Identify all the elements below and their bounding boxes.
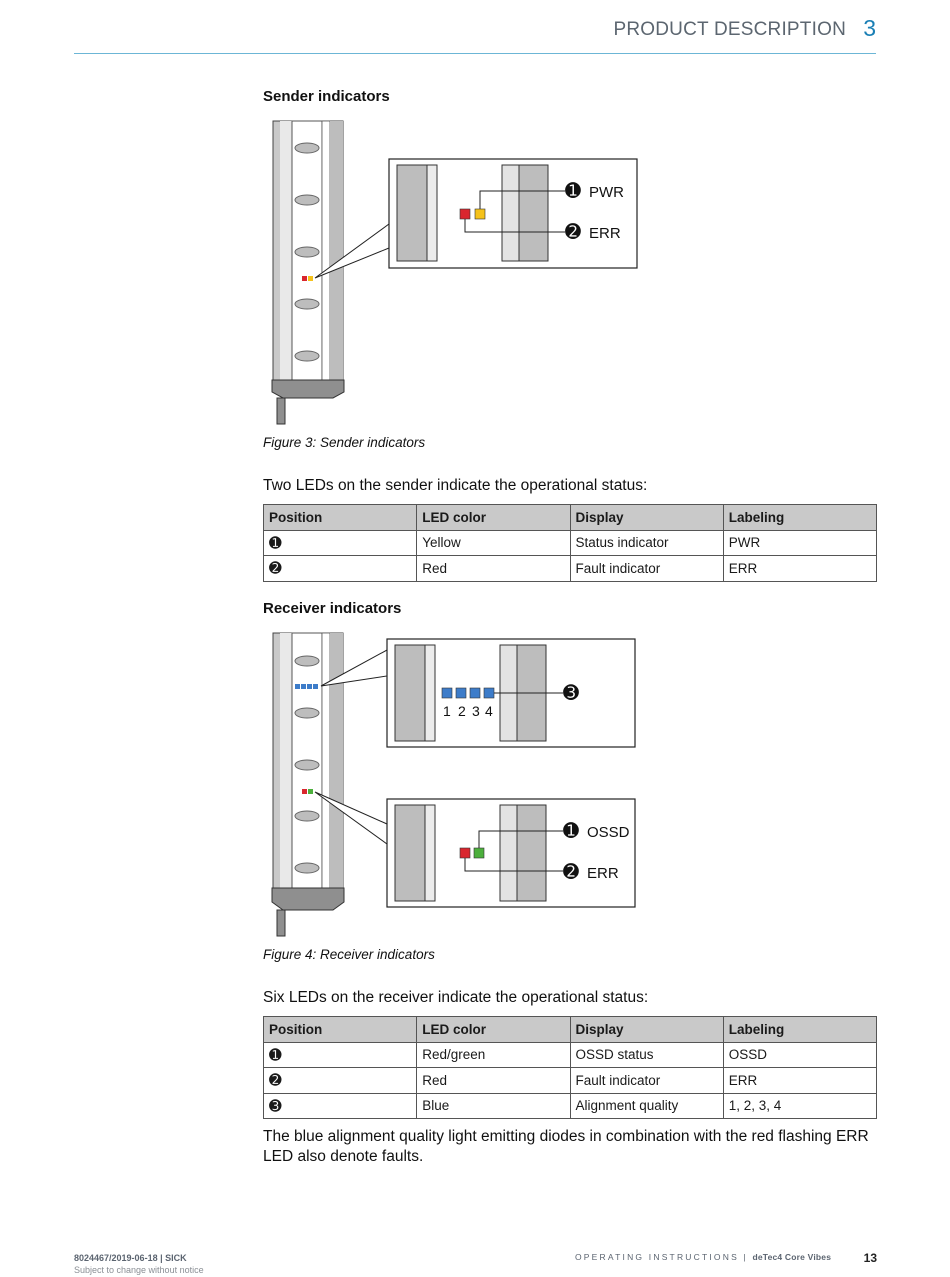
receiver-indicators-figure [263, 628, 643, 940]
table-row [264, 530, 877, 556]
callout-2-marker: ➋ [563, 861, 579, 883]
receiver-ossd-zoom-box [387, 799, 635, 907]
cell-display: Status indicator [570, 530, 723, 556]
callout-pwr-label: PWR [589, 184, 624, 201]
col-labeling: Labeling [723, 505, 876, 531]
sender-err-led-small [302, 276, 307, 281]
blue-led-2 [456, 688, 466, 698]
blue-led-number-4: 4 [485, 703, 493, 719]
callout-1-marker: ➊ [563, 820, 579, 842]
subject-note: Subject to change without notice [74, 1265, 204, 1275]
receiver-alignment-zoom-box [387, 639, 635, 747]
sender-pwr-led [475, 209, 485, 219]
receiver-heading: Receiver indicators [263, 600, 402, 617]
col-labeling: Labeling [723, 1017, 876, 1043]
blue-led-number-3: 3 [472, 703, 480, 719]
figure-3-caption: Figure 3: Sender indicators [263, 435, 426, 450]
sender-err-led [460, 209, 470, 219]
sender-intro: Two LEDs on the sender indicate the operational status: [263, 477, 648, 494]
cell-display: OSSD status [570, 1042, 723, 1068]
col-display: Display [570, 505, 723, 531]
blue-led-1 [442, 688, 452, 698]
cell-labeling: ERR [723, 1068, 876, 1094]
cell-position: ➊ [264, 1042, 417, 1068]
page-number: 13 [863, 1251, 877, 1265]
blue-led-4 [484, 688, 494, 698]
table-row [264, 556, 877, 582]
cell-position: ➋ [264, 1068, 417, 1094]
col-led-color: LED color [417, 505, 570, 531]
receiver-ossd-led [474, 848, 484, 858]
footer-doc-info [74, 1252, 204, 1276]
sender-led-table [263, 504, 877, 582]
sender-zoom-box [389, 159, 637, 268]
callout-2-marker: ➋ [565, 221, 581, 243]
callout-1-marker: ➊ [565, 180, 581, 202]
section-title: PRODUCT DESCRIPTION [613, 19, 846, 40]
col-position: Position [264, 505, 417, 531]
sender-heading: Sender indicators [263, 88, 390, 105]
cell-display: Fault indicator [570, 556, 723, 582]
table-header-row [264, 1017, 877, 1043]
footer-doc-type [575, 1252, 831, 1262]
page-header [74, 14, 876, 54]
blue-led-number-1: 1 [443, 703, 451, 719]
col-led-color: LED color [417, 1017, 570, 1043]
receiver-err-led [460, 848, 470, 858]
doc-reference: 8024467/2019-06-18 | SICK [74, 1253, 187, 1263]
col-position: Position [264, 1017, 417, 1043]
receiver-note: The blue alignment quality light emitting diodes in combination with the red flashing ERR LED also denote faults. [263, 1128, 869, 1165]
product-name: deTec4 Core Vibes [752, 1252, 832, 1262]
cell-led-color: Red [417, 1068, 570, 1094]
cell-labeling: ERR [723, 556, 876, 582]
cell-labeling: PWR [723, 530, 876, 556]
callout-3-marker: ➌ [563, 682, 579, 704]
receiver-device [272, 633, 344, 936]
cell-position: ➊ [264, 530, 417, 556]
section-number: 3 [863, 15, 876, 41]
doc-type: OPERATING INSTRUCTIONS | [575, 1252, 753, 1262]
blue-led-3 [470, 688, 480, 698]
cell-position: ➋ [264, 556, 417, 582]
cell-led-color: Blue [417, 1093, 570, 1119]
callout-err-label: ERR [589, 225, 621, 242]
cell-led-color: Red/green [417, 1042, 570, 1068]
cell-labeling: OSSD [723, 1042, 876, 1068]
cell-display: Alignment quality [570, 1093, 723, 1119]
receiver-intro: Six LEDs on the receiver indicate the operational status: [263, 989, 649, 1006]
table-row [264, 1042, 877, 1068]
table-row [264, 1068, 877, 1094]
col-display: Display [570, 1017, 723, 1043]
sender-pwr-led-small [308, 276, 313, 281]
cell-display: Fault indicator [570, 1068, 723, 1094]
figure-4-caption: Figure 4: Receiver indicators [263, 947, 435, 962]
callout-ossd-label: OSSD [587, 824, 630, 841]
sender-indicators-figure [263, 116, 643, 426]
table-header-row [264, 505, 877, 531]
cell-led-color: Red [417, 556, 570, 582]
cell-led-color: Yellow [417, 530, 570, 556]
cell-labeling: 1, 2, 3, 4 [723, 1093, 876, 1119]
cell-position: ➌ [264, 1093, 417, 1119]
blue-led-number-2: 2 [458, 703, 466, 719]
receiver-led-table [263, 1016, 877, 1119]
sender-device [272, 121, 344, 424]
callout-err-label: ERR [587, 865, 619, 882]
table-row [264, 1093, 877, 1119]
